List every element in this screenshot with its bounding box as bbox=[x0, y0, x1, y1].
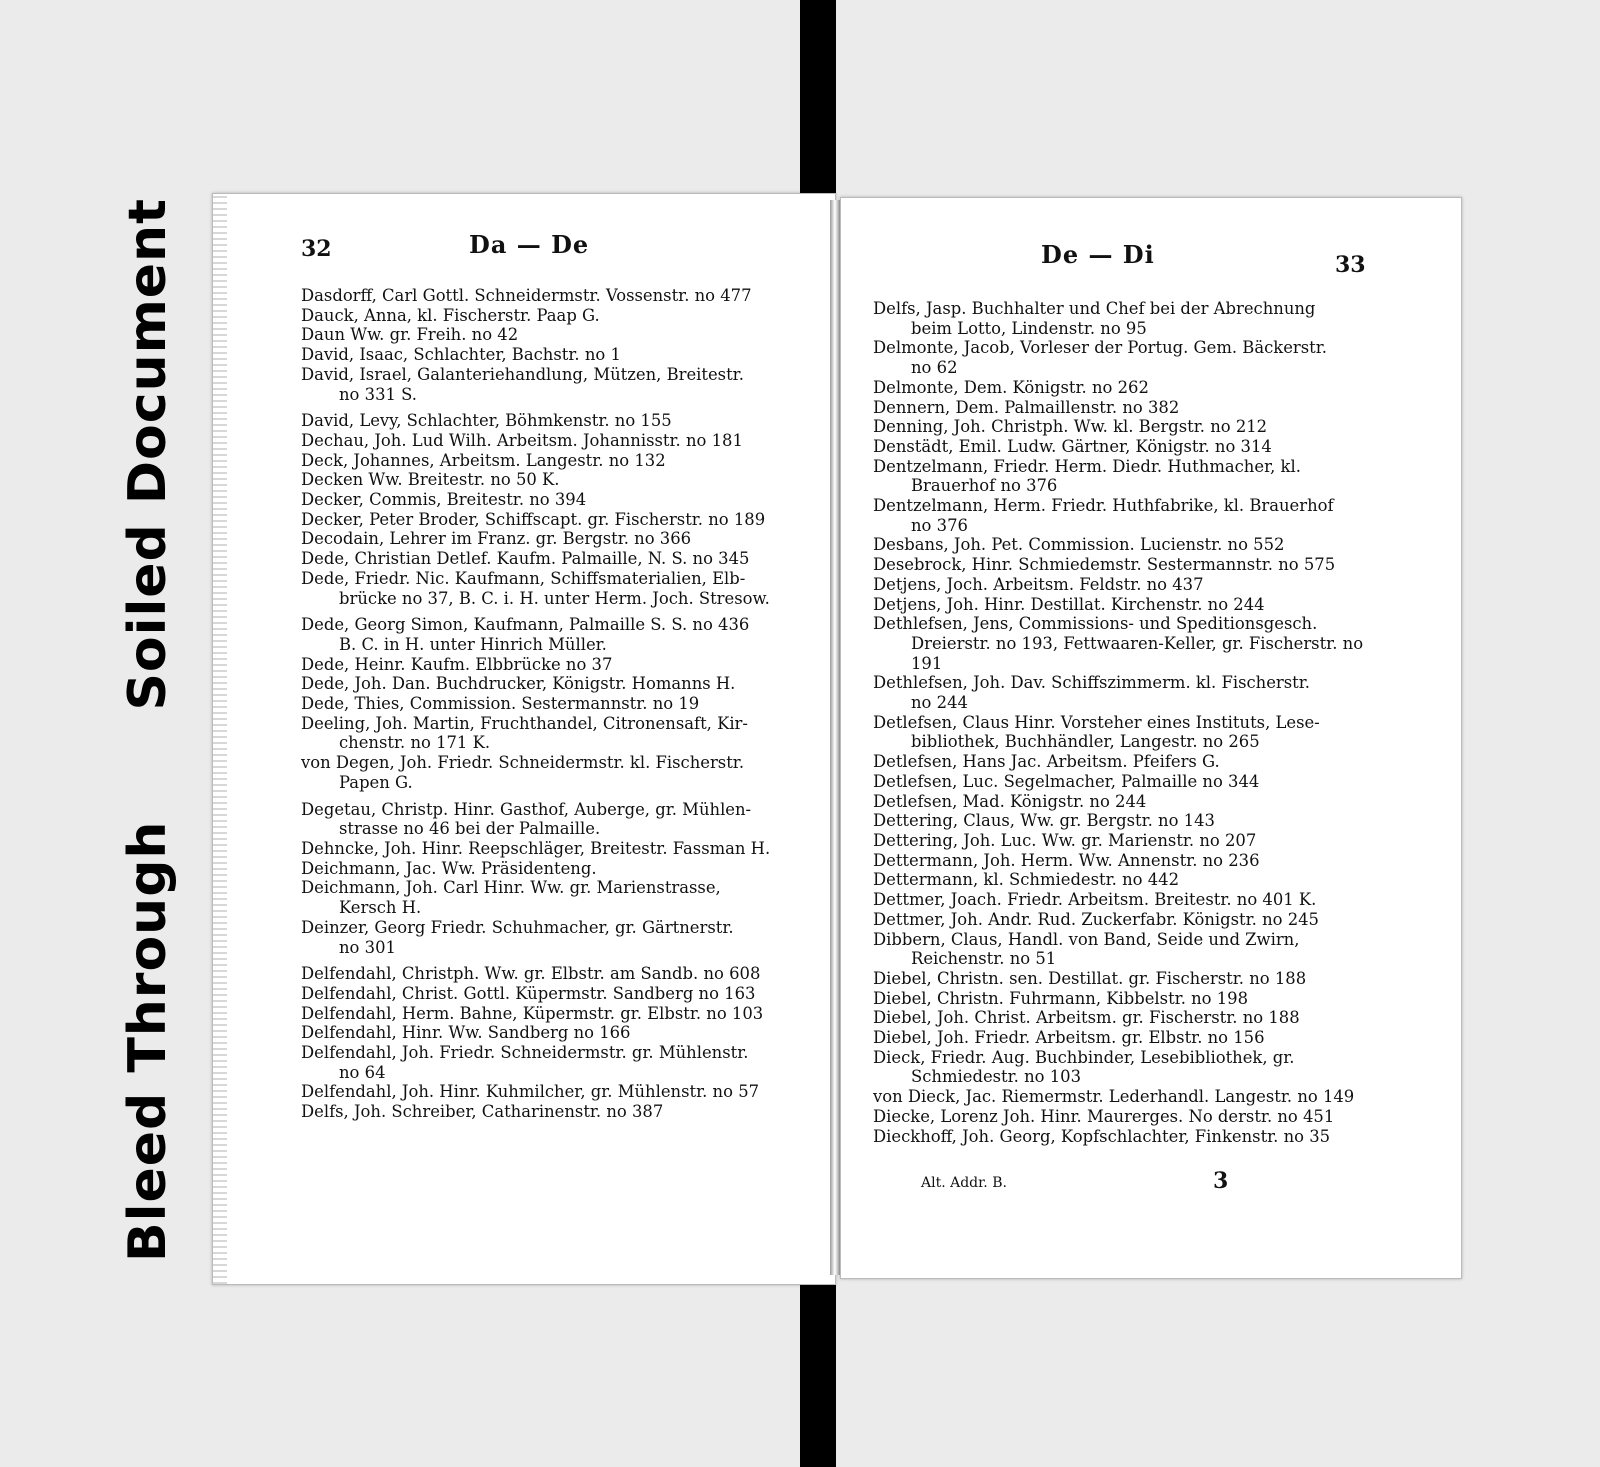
entry-text: Delfendahl, Joh. Hinr. Kuhmilcher, gr. Mühlenstr. no 57 bbox=[301, 1082, 760, 1102]
directory-entry bbox=[301, 1004, 801, 1024]
entry-continuation: Reichenstr. no 51 bbox=[911, 949, 1057, 969]
directory-entry bbox=[301, 470, 801, 490]
entry-text: Decker, Peter Broder, Schiffscapt. gr. Fischerstr. no 189 bbox=[301, 509, 766, 529]
directory-entry bbox=[301, 529, 801, 549]
entry-continuation: Kersch H. bbox=[339, 898, 422, 918]
directory-entry bbox=[873, 752, 1383, 772]
entry-text: Dauck, Anna, kl. Fischerstr. Paap G. bbox=[301, 305, 600, 325]
running-head-right: De — Di bbox=[1041, 240, 1155, 269]
entry-text: Diebel, Joh. Friedr. Arbeitsm. gr. Elbstr. no 156 bbox=[873, 1028, 1265, 1048]
directory-entry bbox=[301, 1023, 801, 1043]
entry-text: Dechau, Joh. Lud Wilh. Arbeitsm. Johannisstr. no 181 bbox=[301, 430, 743, 450]
directory-entry bbox=[873, 1107, 1383, 1127]
entry-continuation: chenstr. no 171 K. bbox=[339, 733, 491, 753]
directory-entry bbox=[301, 753, 801, 792]
entry-text: Dasdorff, Carl Gottl. Schneidermstr. Vossenstr. no 477 bbox=[301, 286, 752, 305]
directory-entry bbox=[301, 878, 801, 917]
directory-entry bbox=[873, 457, 1383, 496]
entry-text: Desebrock, Hinr. Schmiedemstr. Sestermannstr. no 575 bbox=[873, 555, 1336, 575]
entry-text: Dede, Georg Simon, Kaufmann, Palmaille S. S. no 436 bbox=[301, 615, 750, 635]
entry-text: Dettmer, Joh. Andr. Rud. Zuckerfabr. Königstr. no 245 bbox=[873, 909, 1319, 929]
directory-entry bbox=[873, 673, 1383, 712]
entry-text: David, Israel, Galanteriehandlung, Mützen, Breitestr. bbox=[301, 364, 744, 384]
entry-text: Decodain, Lehrer im Franz. gr. Bergstr. no 366 bbox=[301, 529, 692, 549]
entry-continuation: bibliothek, Buchhändler, Langestr. no 265 bbox=[911, 732, 1260, 752]
entry-text: Dettering, Claus, Ww. gr. Bergstr. no 143 bbox=[873, 811, 1215, 831]
directory-entry bbox=[301, 918, 801, 957]
running-head-left: Da — De bbox=[469, 230, 590, 259]
entry-text: Dettmer, Joach. Friedr. Arbeitsm. Breitestr. no 401 K. bbox=[873, 890, 1317, 910]
entry-continuation: beim Lotto, Lindenstr. no 95 bbox=[911, 318, 1147, 338]
directory-entry bbox=[301, 984, 801, 1004]
directory-entry bbox=[301, 451, 801, 471]
entry-text: Delfendahl, Herm. Bahne, Küpermstr. gr. Elbstr. no 103 bbox=[301, 1003, 764, 1023]
entry-text: Delfendahl, Joh. Friedr. Schneidermstr. gr. Mühlenstr. bbox=[301, 1043, 749, 1063]
directory-entry bbox=[301, 615, 801, 654]
entry-text: Detjens, Joh. Hinr. Destillat. Kirchenstr. no 244 bbox=[873, 594, 1265, 614]
directory-entry bbox=[873, 930, 1383, 969]
directory-entry bbox=[301, 964, 801, 984]
directory-entry bbox=[873, 535, 1383, 555]
entry-text: Degetau, Christp. Hinr. Gasthof, Auberge, gr. Mühlen- bbox=[301, 799, 752, 819]
entry-continuation: no 376 bbox=[911, 515, 968, 535]
directory-entry bbox=[301, 1102, 801, 1122]
signature-mark: 3 bbox=[1213, 1168, 1229, 1194]
entry-text: Desbans, Joh. Pet. Commission. Lucienstr. no 552 bbox=[873, 535, 1285, 555]
directory-entry bbox=[301, 490, 801, 510]
directory-entry bbox=[873, 989, 1383, 1009]
entry-text: Detlefsen, Mad. Königstr. no 244 bbox=[873, 791, 1147, 811]
directory-entry bbox=[873, 378, 1383, 398]
directory-entry bbox=[873, 398, 1383, 418]
directory-entry bbox=[873, 713, 1383, 752]
entry-text: von Degen, Joh. Friedr. Schneidermstr. kl. Fischerstr. bbox=[301, 753, 745, 773]
left-page bbox=[212, 193, 836, 1285]
directory-entry bbox=[873, 1008, 1383, 1028]
entry-text: David, Levy, Schlachter, Böhmkenstr. no 155 bbox=[301, 411, 672, 431]
entry-text: Dibbern, Claus, Handl. von Band, Seide und Zwirn, bbox=[873, 929, 1300, 949]
directory-entry bbox=[301, 800, 801, 839]
entry-text: Deck, Johannes, Arbeitsm. Langestr. no 132 bbox=[301, 450, 666, 470]
entry-continuation: brücke no 37, B. C. i. H. unter Herm. Joch. Stresow. bbox=[339, 588, 770, 608]
entry-text: Detlefsen, Luc. Segelmacher, Palmaille no 344 bbox=[873, 771, 1260, 791]
directory-entry bbox=[301, 714, 801, 753]
entry-text: Detlefsen, Claus Hinr. Vorsteher eines Instituts, Lese- bbox=[873, 712, 1320, 732]
directory-entry bbox=[301, 1082, 801, 1102]
directory-entry bbox=[873, 870, 1383, 890]
directory-entry bbox=[301, 569, 801, 608]
entry-text: Delfendahl, Christ. Gottl. Küpermstr. Sandberg no 163 bbox=[301, 983, 756, 1003]
entry-continuation: Dreierstr. no 193, Fettwaaren-Keller, gr. Fischerstr. no 191 bbox=[911, 633, 1364, 673]
entry-text: Dede, Joh. Dan. Buchdrucker, Königstr. Homanns H. bbox=[301, 674, 736, 694]
directory-entry bbox=[873, 910, 1383, 930]
entry-text: Dede, Christian Detlef. Kaufm. Palmaille, N. S. no 345 bbox=[301, 549, 750, 569]
entry-text: Detlefsen, Hans Jac. Arbeitsm. Pfeifers G. bbox=[873, 752, 1220, 772]
directory-entry bbox=[873, 792, 1383, 812]
entry-text: Deichmann, Joh. Carl Hinr. Ww. gr. Marienstrasse, bbox=[301, 878, 721, 898]
directory-entry bbox=[873, 614, 1383, 673]
entry-text: Dieckhoff, Joh. Georg, Kopfschlachter, Finkenstr. no 35 bbox=[873, 1126, 1331, 1146]
directory-entry bbox=[873, 555, 1383, 575]
side-label-soiled-document: Soiled Document bbox=[118, 198, 178, 711]
directory-entry bbox=[873, 496, 1383, 535]
directory-entry bbox=[301, 365, 801, 404]
directory-entry bbox=[873, 1087, 1383, 1107]
right-page bbox=[840, 197, 1462, 1279]
entry-continuation: Brauerhof no 376 bbox=[911, 476, 1058, 496]
directory-entry bbox=[301, 839, 801, 859]
page-number-left: 32 bbox=[301, 236, 332, 262]
directory-entry bbox=[873, 1048, 1383, 1087]
entry-continuation: no 64 bbox=[339, 1062, 386, 1082]
directory-entry bbox=[873, 437, 1383, 457]
entry-text: Delfs, Joh. Schreiber, Catharinenstr. no 387 bbox=[301, 1102, 664, 1122]
entry-continuation: B. C. in H. unter Hinrich Müller. bbox=[339, 634, 607, 654]
entry-text: David, Isaac, Schlachter, Bachstr. no 1 bbox=[301, 345, 621, 365]
entry-text: Daun Ww. gr. Freih. no 42 bbox=[301, 325, 519, 345]
entry-text: Dede, Heinr. Kaufm. Elbbrücke no 37 bbox=[301, 654, 613, 674]
entry-text: Dennern, Dem. Palmaillenstr. no 382 bbox=[873, 397, 1180, 417]
entry-continuation: no 301 bbox=[339, 937, 396, 957]
entry-text: Dentzelmann, Friedr. Herm. Diedr. Huthmacher, kl. bbox=[873, 456, 1301, 476]
directory-entry bbox=[873, 772, 1383, 792]
page-number-right: 33 bbox=[1335, 252, 1366, 278]
entry-continuation: Schmiedestr. no 103 bbox=[911, 1067, 1082, 1087]
entry-text: Dehncke, Joh. Hinr. Reepschläger, Breitestr. Fassman H. bbox=[301, 838, 771, 858]
entry-continuation: no 62 bbox=[911, 358, 958, 378]
entry-text: Diebel, Christn. sen. Destillat. gr. Fischerstr. no 188 bbox=[873, 968, 1307, 988]
directory-entry bbox=[873, 969, 1383, 989]
directory-entry bbox=[873, 890, 1383, 910]
entry-text: Dentzelmann, Herm. Friedr. Huthfabrike, kl. Brauerhof bbox=[873, 496, 1334, 516]
left-page-entries bbox=[301, 286, 801, 1122]
directory-entry bbox=[301, 859, 801, 879]
entry-text: Deinzer, Georg Friedr. Schuhmacher, gr. Gärtnerstr. bbox=[301, 917, 734, 937]
directory-entry bbox=[873, 1028, 1383, 1048]
entry-text: Delfendahl, Hinr. Ww. Sandberg no 166 bbox=[301, 1023, 631, 1043]
binding-strap-top bbox=[800, 0, 836, 205]
entry-text: Dettermann, Joh. Herm. Ww. Annenstr. no 236 bbox=[873, 850, 1260, 870]
directory-entry bbox=[873, 299, 1383, 338]
entry-continuation: no 331 S. bbox=[339, 384, 417, 404]
directory-entry bbox=[301, 655, 801, 675]
binding-strap-bottom bbox=[800, 1275, 836, 1467]
directory-entry bbox=[301, 411, 801, 431]
directory-entry bbox=[301, 510, 801, 530]
directory-entry bbox=[301, 306, 801, 326]
directory-entry bbox=[873, 595, 1383, 615]
entry-text: Deichmann, Jac. Ww. Präsidenteng. bbox=[301, 858, 597, 878]
entry-continuation: strasse no 46 bei der Palmaille. bbox=[339, 819, 601, 839]
directory-entry bbox=[873, 338, 1383, 377]
entry-text: Dettermann, kl. Schmiedestr. no 442 bbox=[873, 870, 1180, 890]
directory-entry bbox=[301, 549, 801, 569]
entry-text: Delfs, Jasp. Buchhalter und Chef bei der Abrechnung bbox=[873, 299, 1316, 318]
directory-entry bbox=[873, 851, 1383, 871]
directory-entry bbox=[301, 345, 801, 365]
directory-entry bbox=[873, 811, 1383, 831]
entry-text: Decken Ww. Breitestr. no 50 K. bbox=[301, 470, 560, 490]
entry-text: Diebel, Christn. Fuhrmann, Kibbelstr. no 198 bbox=[873, 988, 1249, 1008]
right-page-entries bbox=[873, 299, 1383, 1146]
directory-entry bbox=[873, 575, 1383, 595]
entry-text: Dettering, Joh. Luc. Ww. gr. Marienstr. no 207 bbox=[873, 830, 1257, 850]
entry-text: Delmonte, Jacob, Vorleser der Portug. Gem. Bäckerstr. bbox=[873, 338, 1328, 358]
entry-text: Delmonte, Dem. Königstr. no 262 bbox=[873, 377, 1149, 397]
entry-text: von Dieck, Jac. Riemermstr. Lederhandl. Langestr. no 149 bbox=[873, 1087, 1355, 1107]
directory-entry bbox=[301, 694, 801, 714]
entry-text: Diebel, Joh. Christ. Arbeitsm. gr. Fischerstr. no 188 bbox=[873, 1008, 1300, 1028]
entry-text: Denning, Joh. Christph. Ww. kl. Bergstr. no 212 bbox=[873, 417, 1268, 437]
entry-text: Dethlefsen, Jens, Commissions- und Speditionsgesch. bbox=[873, 614, 1318, 634]
entry-continuation: Papen G. bbox=[339, 772, 413, 792]
page-footer: Alt. Addr. B. bbox=[921, 1175, 1007, 1191]
directory-entry bbox=[873, 417, 1383, 437]
entry-text: Detjens, Joch. Arbeitsm. Feldstr. no 437 bbox=[873, 574, 1204, 594]
directory-entry bbox=[873, 831, 1383, 851]
entry-text: Delfendahl, Christph. Ww. gr. Elbstr. am Sandb. no 608 bbox=[301, 964, 761, 984]
directory-entry bbox=[301, 1043, 801, 1082]
side-label-bleed-through: Bleed Through bbox=[118, 820, 178, 1262]
entry-text: Dieck, Friedr. Aug. Buchbinder, Lesebibliothek, gr. bbox=[873, 1047, 1295, 1067]
directory-entry bbox=[301, 431, 801, 451]
entry-text: Dethlefsen, Joh. Dav. Schiffszimmerm. kl. Fischerstr. bbox=[873, 673, 1310, 693]
directory-entry bbox=[301, 674, 801, 694]
directory-entry bbox=[301, 286, 801, 306]
directory-entry bbox=[301, 325, 801, 345]
entry-text: Diecke, Lorenz Joh. Hinr. Maurerges. No derstr. no 451 bbox=[873, 1106, 1335, 1126]
entry-continuation: no 244 bbox=[911, 693, 968, 713]
entry-text: Dede, Thies, Commission. Sestermannstr. no 19 bbox=[301, 694, 700, 714]
entry-text: Denstädt, Emil. Ludw. Gärtner, Königstr. no 314 bbox=[873, 436, 1272, 456]
entry-text: Decker, Commis, Breitestr. no 394 bbox=[301, 490, 587, 510]
side-label bbox=[118, 198, 178, 1262]
directory-entry bbox=[873, 1127, 1383, 1147]
entry-text: Deeling, Joh. Martin, Fruchthandel, Citronensaft, Kir- bbox=[301, 713, 748, 733]
entry-text: Dede, Friedr. Nic. Kaufmann, Schiffsmaterialien, Elb- bbox=[301, 568, 746, 588]
